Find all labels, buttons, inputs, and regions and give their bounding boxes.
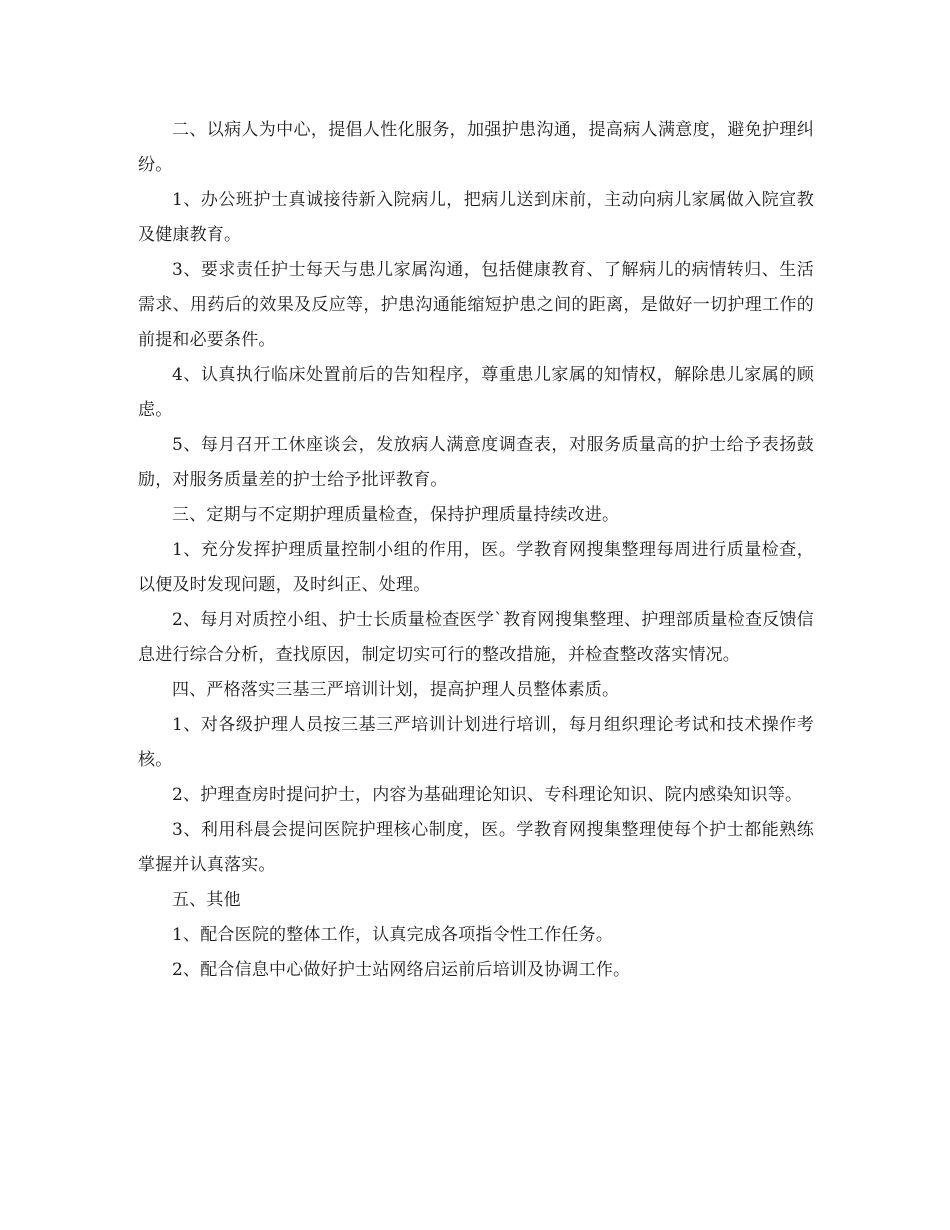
paragraph: 1、配合医院的整体工作，认真完成各项指令性工作任务。 xyxy=(172,925,614,945)
section-heading-4: 四、严格落实三基三严培训计划，提高护理人员整体素质。 xyxy=(172,680,620,700)
paragraph: 3、要求责任护士每天与患儿家属沟通，包括健康教育、了解病儿的病情转归、生活需求、用药后的效果及反应等，护患沟通能缩短护患之间的距离，是做好一切护理工作的前提和必要条件。 xyxy=(138,260,814,350)
section-heading-5: 五、其他 xyxy=(172,890,241,910)
paragraph: 1、充分发挥护理质量控制小组的作用，医。学教育网搜集整理每周进行质量检查，以便及时发现问题，及时纠正、处理。 xyxy=(138,540,814,595)
paragraph: 1、办公班护士真诚接待新入院病儿，把病儿送到床前，主动向病儿家属做入院宣教及健康教育。 xyxy=(138,190,814,245)
paragraph: 2、配合信息中心做好护士站网络启运前后培训及协调工作。 xyxy=(172,960,631,980)
section-heading-2: 二、以病人为中心，提倡人性化服务，加强护患沟通，提高病人满意度，避免护理纠纷。 xyxy=(138,120,814,175)
paragraph: 1、对各级护理人员按三基三严培训计划进行培训，每月组织理论考试和技术操作考核。 xyxy=(138,715,814,770)
document-body xyxy=(138,113,814,988)
paragraph: 5、每月召开工休座谈会，发放病人满意度调查表，对服务质量高的护士给予表扬鼓励，对服务质量差的护士给予批评教育。 xyxy=(138,435,814,490)
paragraph: 2、每月对质控小组、护士长质量检查医学`教育网搜集整理、护理部质量检查反馈信息进行综合分析，查找原因，制定切实可行的整改措施，并检查整改落实情况。 xyxy=(138,610,814,665)
section-heading-3: 三、定期与不定期护理质量检查，保持护理质量持续改进。 xyxy=(172,505,620,525)
paragraph: 2、护理查房时提问护士，内容为基础理论知识、专科理论知识、院内感染知识等。 xyxy=(172,785,803,805)
paragraph: 4、认真执行临床处置前后的告知程序，尊重患儿家属的知情权，解除患儿家属的顾虑。 xyxy=(138,365,814,420)
paragraph: 3、利用科晨会提问医院护理核心制度，医。学教育网搜集整理使每个护士都能熟练掌握并认真落实。 xyxy=(138,820,814,875)
